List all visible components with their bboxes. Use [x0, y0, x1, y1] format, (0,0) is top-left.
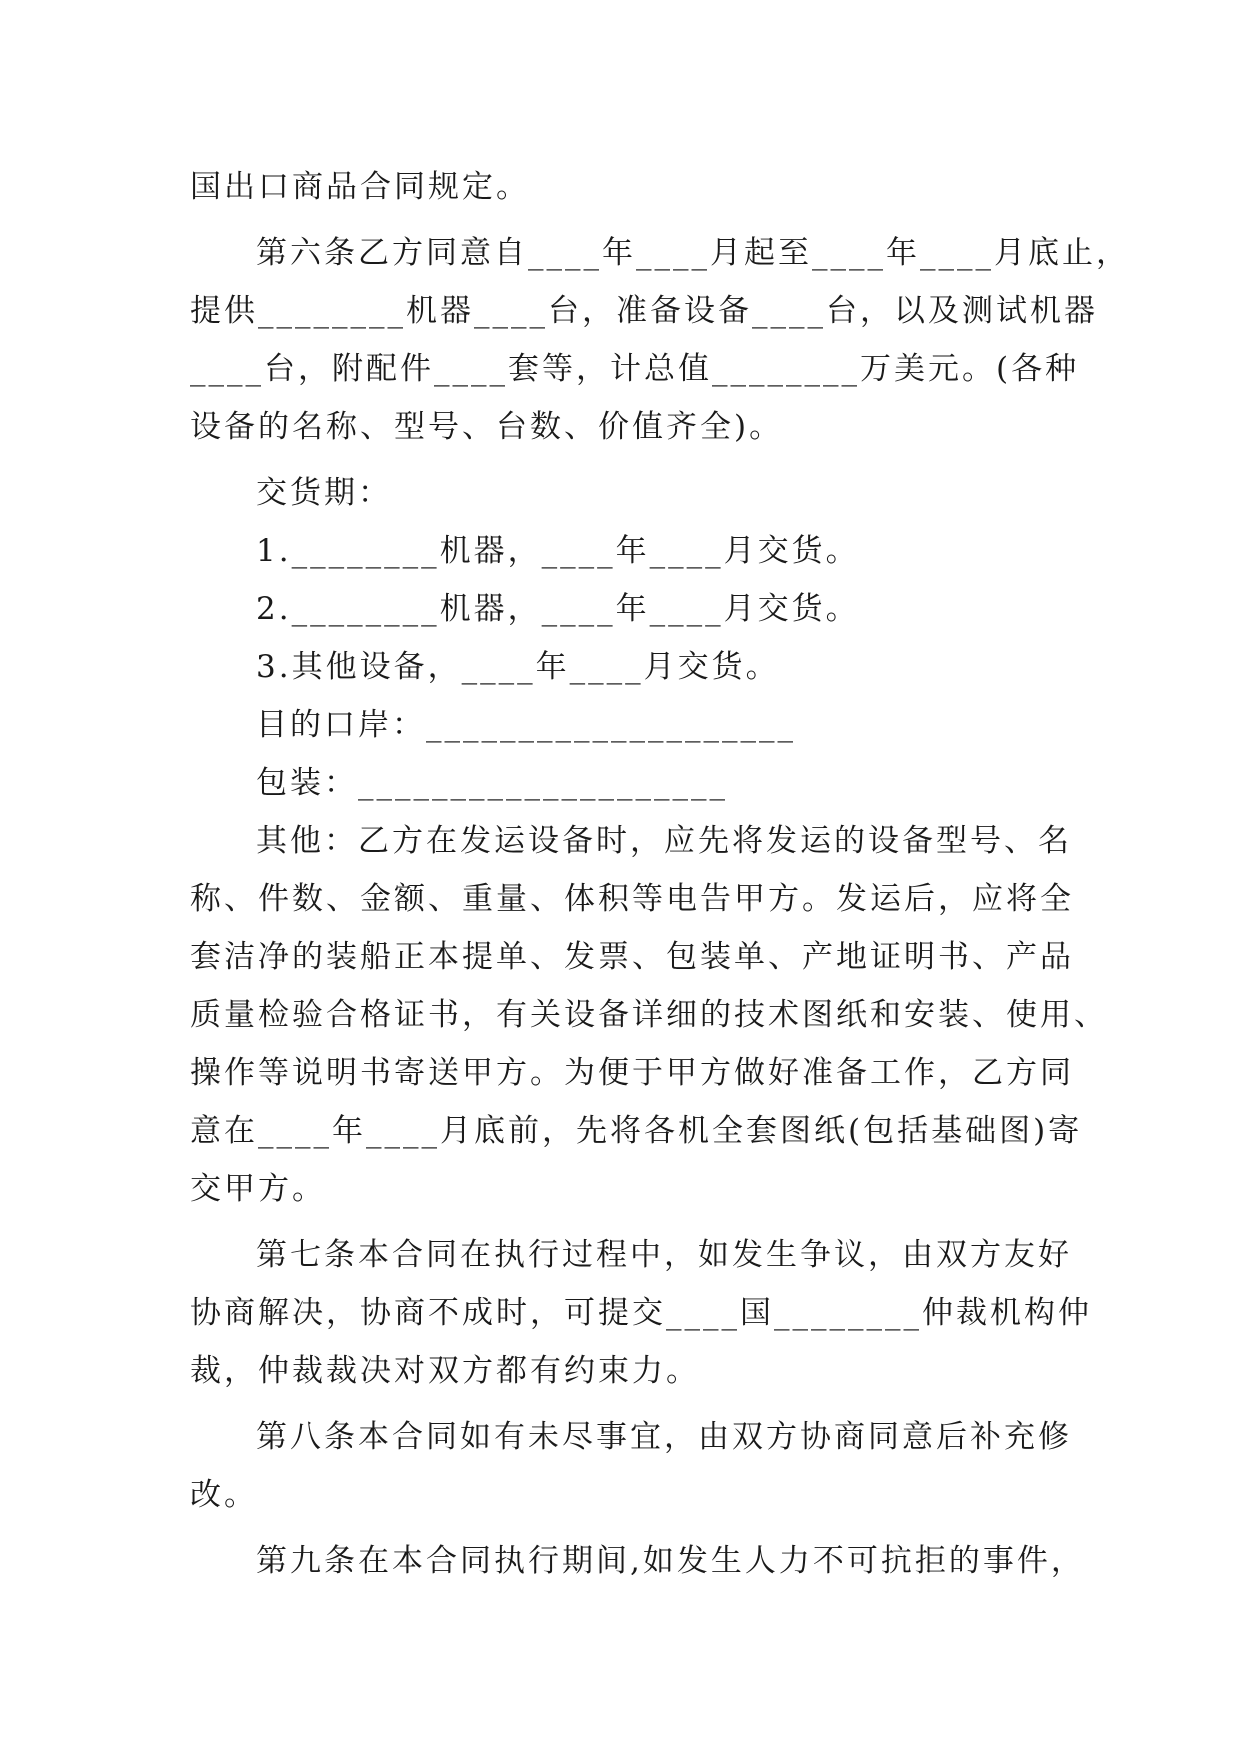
other-line-6: 意在____年____月底前，先将各机全套图纸(包括基础图)寄: [190, 1113, 1083, 1149]
article-9-line-1: 第九条在本合同执行期间,如发生人力不可抗拒的事件，: [256, 1543, 1085, 1579]
article-6-line-2: 提供________机器____台，准备设备____台，以及测试机器: [190, 293, 1098, 329]
other-line-5: 操作等说明书寄送甲方。为便于甲方做好准备工作，乙方同: [190, 1055, 1074, 1091]
other-line-3: 套洁净的装船正本提单、发票、包装单、产地证明书、产品: [190, 939, 1074, 975]
article-8-line-2: 改。: [190, 1477, 258, 1513]
article-7-line-1: 第七条本合同在执行过程中，如发生争议，由双方友好: [256, 1237, 1072, 1273]
other-line-1: 其他：乙方在发运设备时，应先将发运的设备型号、名: [256, 823, 1072, 859]
delivery-item-3: 3.其他设备，____年____月交货。: [256, 649, 780, 685]
packaging-line: 包装：____________________: [256, 765, 728, 801]
article-6-line-3: ____台，附配件____套等，计总值________万美元。(各种: [190, 351, 1080, 387]
text-line: 国出口商品合同规定。: [190, 169, 530, 205]
destination-port-line: 目的口岸：____________________: [256, 707, 796, 743]
article-6-line-1: 第六条乙方同意自____年____月起至____年____月底止，: [256, 235, 1130, 271]
article-8-line-1: 第八条本合同如有未尽事宜，由双方协商同意后补充修: [256, 1419, 1072, 1455]
other-line-2: 称、件数、金额、重量、体积等电告甲方。发运后，应将全: [190, 881, 1074, 917]
article-7-line-2: 协商解决，协商不成时，可提交____国________仲裁机构仲: [190, 1295, 1092, 1331]
delivery-item-2: 2.________机器，____年____月交货。: [256, 591, 860, 627]
document-body: [190, 158, 1130, 1590]
delivery-item-1: 1.________机器，____年____月交货。: [256, 533, 860, 569]
other-line-7: 交甲方。: [190, 1171, 326, 1207]
delivery-heading: 交货期：: [256, 475, 392, 511]
article-7-line-3: 裁，仲裁裁决对双方都有约束力。: [190, 1353, 700, 1389]
article-6-line-4: 设备的名称、型号、台数、价值齐全)。: [190, 409, 784, 445]
other-line-4: 质量检验合格证书，有关设备详细的技术图纸和安装、使用、: [190, 997, 1108, 1033]
